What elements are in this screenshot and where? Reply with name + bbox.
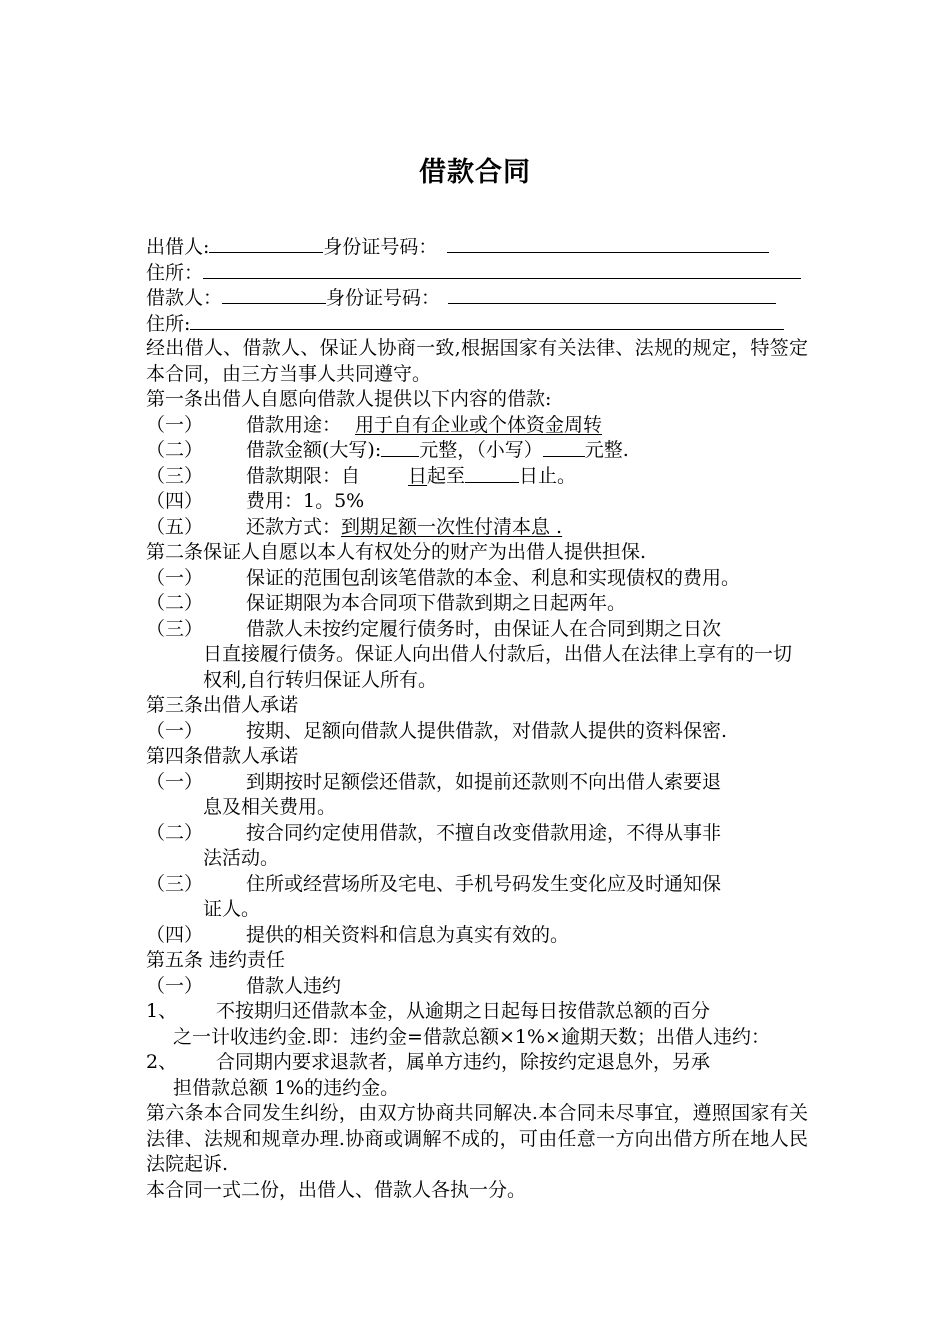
article3-item-1	[146, 719, 808, 745]
lender-name-blank	[209, 234, 323, 253]
amount-words-blank	[381, 438, 419, 457]
article5-point-1	[146, 999, 808, 1025]
item-text: 不按期归还借款本金，从逾期之日起每日按借款总额的百分	[216, 1000, 711, 1022]
article4-item-3	[146, 872, 808, 898]
repayment-method-value: 到期足额一次性付清本息 .	[341, 515, 563, 538]
item-text: 费用：1。5%	[246, 490, 365, 512]
item-number: 2、	[146, 1051, 178, 1073]
item-text: 到期按时足额偿还借款，如提前还款则不向出借人索要退	[246, 770, 722, 793]
article5-sub-1	[146, 974, 808, 1000]
lender-address-label: 住所：	[146, 261, 204, 284]
closing-line: 本合同一式二份，出借人、借款人各执一分。	[146, 1178, 527, 1201]
item-text: 按期、足额向借款人提供借款，对借款人提供的资料保密.	[246, 719, 728, 742]
lender-label: 出借人:	[146, 236, 210, 258]
item-label: 借款金额(大写):	[246, 439, 382, 461]
item-number: （二）	[146, 592, 204, 614]
lender-address-blank	[203, 260, 801, 279]
borrower-address-line	[146, 311, 808, 337]
item-label: 借款用途：	[246, 413, 342, 436]
lender-line	[146, 234, 808, 260]
item-label: 借款期限：自	[246, 464, 361, 487]
article1-item-1	[146, 413, 808, 439]
article4-item-1-continued: 息及相关费用。	[203, 796, 337, 818]
article2-heading: 第二条保证人自愿以本人有权处分的财产为出借人提供担保.	[146, 541, 647, 563]
item-number: （一）	[146, 566, 204, 589]
intro-paragraph: 经出借人、借款人、保证人协商一致,根据国家有关法律、法规的规定，特签定本合同，由三方当事人共同遵守。	[146, 337, 808, 385]
item-text: 提供的相关资料和信息为真实有效的。	[246, 923, 570, 946]
document-title: 借款合同	[419, 157, 531, 188]
item-text: 合同期内要求退款者，属单方违约，除按约定退息外，另承	[216, 1051, 711, 1073]
item-label: 还款方式：	[246, 515, 342, 538]
article2-item-2	[146, 591, 808, 617]
item-text: 元整，（小写）	[419, 439, 543, 461]
item-text: 日止。	[519, 464, 577, 487]
article2-item-3	[146, 617, 808, 643]
item-number: （四）	[146, 923, 204, 946]
article4-item-2	[146, 821, 808, 847]
item-text: 保证期限为本合同项下借款到期之日起两年。	[246, 592, 627, 614]
borrower-line	[146, 285, 808, 311]
article4-item-2-continued: 法活动。	[203, 847, 280, 869]
article5-heading: 第五条 违约责任	[146, 949, 286, 971]
article4-heading: 第四条借款人承诺	[146, 745, 299, 767]
item-number: （五）	[146, 515, 204, 538]
item-number: （三）	[146, 464, 204, 487]
item-text: 按合同约定使用借款，不擅自改变借款用途，不得从事非	[246, 821, 722, 844]
article3-heading: 第三条出借人承诺	[146, 694, 299, 716]
article4-item-3-continued: 证人。	[203, 898, 261, 920]
item-number: （一）	[146, 974, 204, 997]
item-number: （三）	[146, 872, 204, 895]
item-number: （一）	[146, 719, 204, 742]
article5-point-2	[146, 1050, 808, 1076]
article2-item-3-continued: 日直接履行债务。保证人向出借人付款后，出借人在法律上享有的一切权利,自行转归保证人所有。	[203, 643, 793, 691]
item-number: （一）	[146, 770, 204, 793]
item-number: （二）	[146, 821, 204, 844]
item-text: 元整.	[584, 439, 629, 461]
end-date-blank	[465, 464, 519, 483]
item-text: 保证的范围包刮该笔借款的本金、利息和实现债权的费用。	[246, 566, 741, 589]
article1-heading: 第一条出借人自愿向借款人提供以下内容的借款:	[146, 388, 552, 410]
article5-point-1-continued: 之一计收违约金.即：违约金=借款总额×1%×逾期天数；出借人违约：	[173, 1025, 770, 1048]
borrower-label: 借款人：	[146, 287, 223, 309]
article1-item-5	[146, 515, 808, 541]
contract-body	[146, 234, 808, 1203]
article5-point-2-continued: 担借款总额 1%的违约金。	[173, 1076, 400, 1099]
borrower-name-blank	[222, 285, 326, 304]
amount-figures-blank	[543, 438, 585, 457]
item-text: 起至	[427, 464, 466, 487]
item-number: （二）	[146, 439, 204, 461]
item-text: 借款人违约	[246, 974, 342, 997]
lender-address-line	[146, 260, 808, 286]
article4-item-4	[146, 923, 808, 949]
article2-item-1	[146, 566, 808, 592]
borrower-id-label: 身份证号码：	[326, 287, 441, 309]
borrower-address-blank	[190, 311, 784, 330]
item-text: 住所或经营场所及宅电、手机号码发生变化应及时通知保	[246, 872, 722, 895]
item-number: （四）	[146, 490, 204, 512]
lender-id-label: 身份证号码：	[323, 236, 438, 258]
lender-id-blank	[447, 234, 769, 253]
article4-item-1	[146, 770, 808, 796]
item-number: （三）	[146, 617, 204, 640]
article1-item-2	[146, 438, 808, 464]
item-text: 借款人未按约定履行债务时，由保证人在合同到期之日次	[246, 617, 722, 640]
article1-item-3	[146, 464, 808, 490]
item-number: 1、	[146, 1000, 178, 1022]
borrower-id-blank	[448, 285, 776, 304]
loan-purpose-value: 用于自有企业或个体资金周转	[355, 413, 603, 436]
item-number: （一）	[146, 413, 204, 436]
borrower-address-label: 住所:	[146, 312, 191, 335]
article1-item-4	[146, 489, 808, 515]
article6-paragraph: 第六条本合同发生纠纷，由双方协商共同解决.本合同未尽事宜，遵照国家有关法律、法规和规章办理.协商或调解不成的，可由任意一方向出借方所在地人民法院起诉.	[146, 1102, 808, 1175]
start-date-blank: 日	[408, 464, 428, 487]
